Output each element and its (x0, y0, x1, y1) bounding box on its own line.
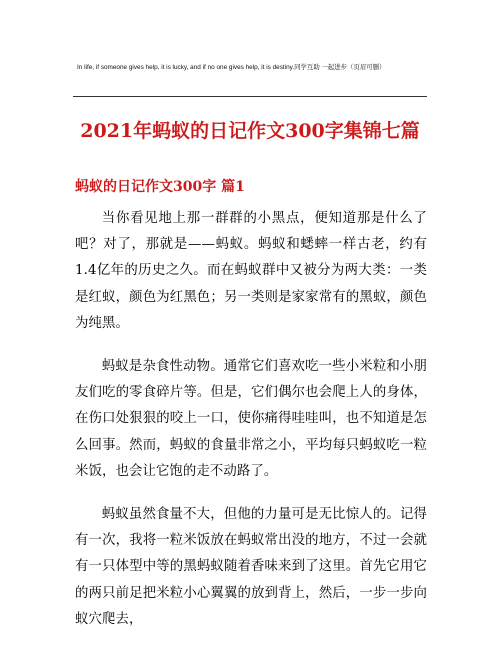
paragraph-1: 当你看见地上那一群群的小黑点，便知道那是什么了吧？对了，那就是——蚂蚁。蚂蚁和蟋蟀一样古老，约有1.4亿年的历史之久。而在蚂蚁群中又被分为两大类：一类是红蚁，颜色为红黑色；另一类则是家家常有的黑蚁，颜色为纯黑。 (75, 211, 427, 331)
document-title: 2021年蚂蚁的日记作文300字集锦七篇 (80, 120, 420, 142)
paragraph-3: 蚂蚁虽然食量不大，但他的力量可是无比惊人的。记得有一次，我将一粒米饭放在蚂蚁常出没的地方，不过一会就有一只体型中等的黑蚂蚁随着香味来到了这里。首先它用它的两只前足把米粒小心翼翼的放到背上，然后，一步一步向蚁穴爬去， (75, 507, 427, 627)
header-motto: In life, if someone gives help, it is lucky, and if no one gives help, it is destiny.同学互助 一起进步（页眉可删） (77, 64, 386, 71)
article-body (75, 206, 427, 650)
header-divider (73, 96, 427, 97)
paragraph-2: 蚂蚁是杂食性动物。通常它们喜欢吃一些小米粒和小朋友们吃的零食碎片等。但是，它们偶尔也会爬上人的身体，在伤口处狠狠的咬上一口，使你痛得哇哇叫，也不知道是怎么回事。然而，蚂蚁的食量非常之小，平均每只蚂蚁吃一粒米饭，也会让它饱的走不动路了。 (75, 359, 427, 479)
section-heading: 蚂蚁的日记作文300字 篇1 (75, 179, 245, 195)
